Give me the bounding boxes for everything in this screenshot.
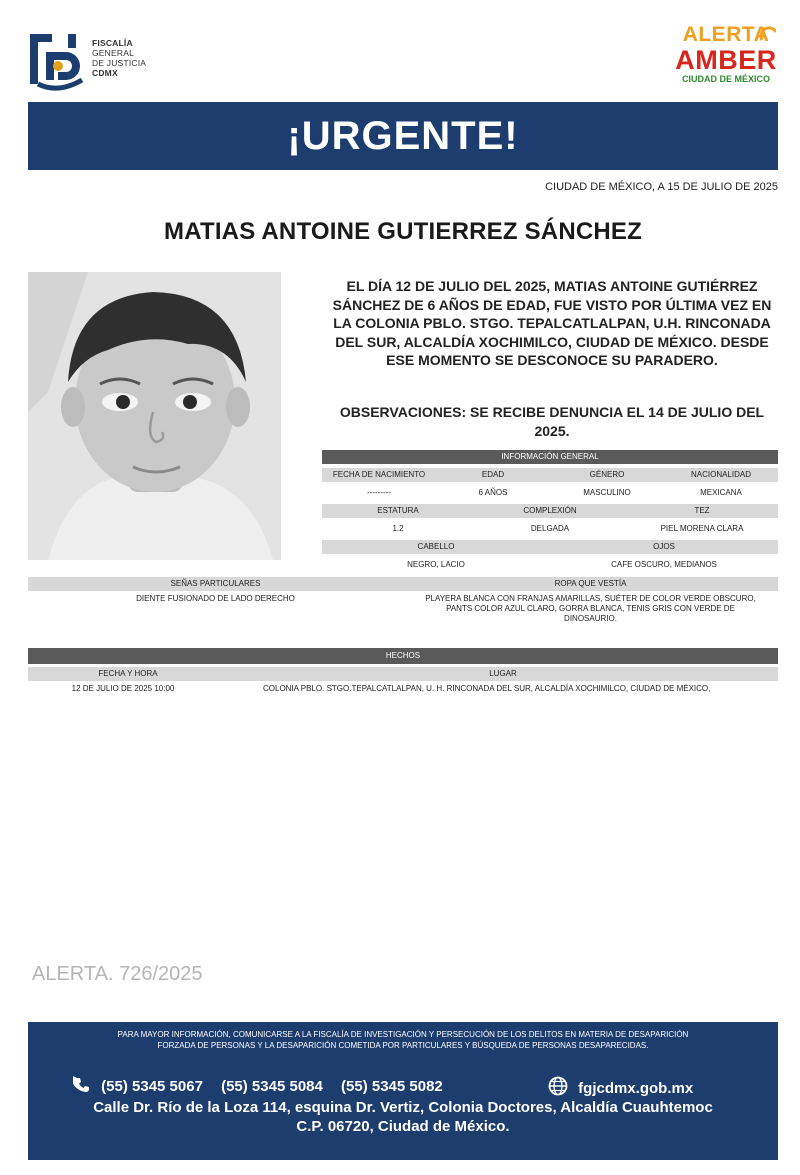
header-birthdate: FECHA DE NACIMIENTO xyxy=(332,470,426,479)
table-row xyxy=(322,486,778,500)
footer xyxy=(28,1022,778,1160)
value-clothing-line1: PLAYERA BLANCA CON FRANJAS AMARILLAS, SUÉTER DE COLOR VERDE OBSCURO, xyxy=(425,594,756,603)
value-eyes: CAFE OSCURO, MEDIANOS xyxy=(611,560,717,569)
person-name: MATIAS ANTOINE GUTIERREZ SÁNCHEZ xyxy=(164,218,642,245)
header-age: EDAD xyxy=(481,470,505,479)
table-header-row xyxy=(28,577,778,591)
header-marks: SEÑAS PARTICULARES xyxy=(170,579,261,588)
value-build: DELGADA xyxy=(530,524,570,533)
sun-icon xyxy=(760,26,776,42)
table-header-row xyxy=(322,468,778,482)
value-birthdate: --------- xyxy=(367,488,391,497)
phone-number-1[interactable]: (55) 5345 5067 xyxy=(101,1078,203,1095)
footer-info: PARA MAYOR INFORMACIÓN, COMUNICARSE A LA FISCALÍA DE INVESTIGACIÓN Y PERSECUCIÓN DE LOS DELITOS EN MATERIA DE DESAPARICIÓN FORZADA DE PERSONAS Y LA DESAPARICIÓN COMETIDA POR PARTICULARES Y BÚSQUEDA DE PERSONAS DESAPARECIDAS. xyxy=(117,1030,689,1050)
value-marks: DIENTE FUSIONADO DE LADO DERECHO xyxy=(136,594,295,603)
date-line: CIUDAD DE MÉXICO, A 15 DE JULIO DE 2025 xyxy=(545,181,778,193)
case-description: EL DÍA 12 DE JULIO DEL 2025, MATIAS ANTOINE GUTIÉRREZ SÁNCHEZ DE 6 AÑOS DE EDAD, FUE VISTO POR ÚLTIMA VEZ EN LA COLONIA PBLO. STGO. TEPALCATLALPAN, U.H. RINCONADA DEL SUR, ALCALDÍA XOCHIMILCO, CIUDAD DE MÉXICO. DESDE ESE MOMENTO SE DESCONOCE SU PARADERO. xyxy=(332,278,772,368)
value-datetime: 12 DE JULIO DE 2025 10:00 xyxy=(71,684,175,693)
facts-table xyxy=(28,648,778,698)
alert-number: ALERTA. 726/2025 xyxy=(32,963,203,985)
value-place: COLONIA PBLO. STGO.TEPALCATLALPAN, U. H. RINCONADA DEL SUR, ALCALDÍA XOCHIMILCO, CIUDAD DE MÉXICO, xyxy=(263,684,711,693)
value-height: 1.2 xyxy=(392,524,404,533)
header-build: COMPLEXIÓN xyxy=(523,506,577,515)
amber-alert-logo: ALERTA AMBER CIUDAD DE MÉXICO xyxy=(675,23,777,84)
header-place: LUGAR xyxy=(489,669,517,678)
org-name: FISCALÍA GENERAL DE JUSTICIA CDMX xyxy=(92,38,147,78)
table-row xyxy=(322,522,778,536)
header-eyes: OJOS xyxy=(653,542,675,551)
header-skin: TEZ xyxy=(694,506,710,515)
value-clothing-line2: PANTS COLOR AZUL CLARO, GORRA BLANCA, TENIS GRIS CON VERDE DE xyxy=(446,604,735,613)
phone-icon xyxy=(73,1076,91,1094)
header-height: ESTATURA xyxy=(377,506,419,515)
address: Calle Dr. Río de la Loza 114, esquina Dr. Vertiz, Colonia Doctores, Alcaldía Cuauhtemoc C.P. 06720, Ciudad de México. xyxy=(93,1099,713,1135)
header-clothing: ROPA QUE VESTÍA xyxy=(554,579,627,588)
value-hair: NEGRO, LACIO xyxy=(407,560,465,569)
value-skin: PIEL MORENA CLARA xyxy=(660,524,744,533)
general-info-table xyxy=(322,450,778,575)
value-gender: MASCULINO xyxy=(583,488,631,497)
fgj-logo xyxy=(28,30,88,92)
table-header-row xyxy=(322,540,778,554)
table-row xyxy=(322,558,778,572)
table-title: HECHOS xyxy=(28,648,778,664)
website xyxy=(548,1076,693,1097)
value-nationality: MEXICANA xyxy=(700,488,742,497)
globe-icon xyxy=(548,1076,568,1096)
urgent-banner: ¡URGENTE! xyxy=(28,102,778,170)
marks-clothing-table xyxy=(28,577,778,627)
table-header-row xyxy=(28,667,778,681)
value-age: 6 AÑOS xyxy=(478,488,508,497)
value-clothing-line3: DINOSAURIO. xyxy=(564,614,617,623)
person-photo xyxy=(28,272,281,560)
phone-number-3[interactable]: (55) 5345 5082 xyxy=(341,1078,443,1095)
header-hair: CABELLO xyxy=(417,542,455,551)
observations: OBSERVACIONES: SE RECIBE DENUNCIA EL 14 DE JULIO DEL 2025. xyxy=(339,404,765,439)
table-title: INFORMACIÓN GENERAL xyxy=(322,450,778,464)
table-header-row xyxy=(322,504,778,518)
phone-number-2[interactable]: (55) 5345 5084 xyxy=(221,1078,323,1095)
phone-numbers xyxy=(73,1076,443,1095)
header-datetime: FECHA Y HORA xyxy=(98,669,158,678)
header-gender: GÉNERO xyxy=(589,470,625,479)
website-link[interactable]: fgjcdmx.gob.mx xyxy=(578,1080,694,1097)
header-nationality: NACIONALIDAD xyxy=(690,470,751,479)
